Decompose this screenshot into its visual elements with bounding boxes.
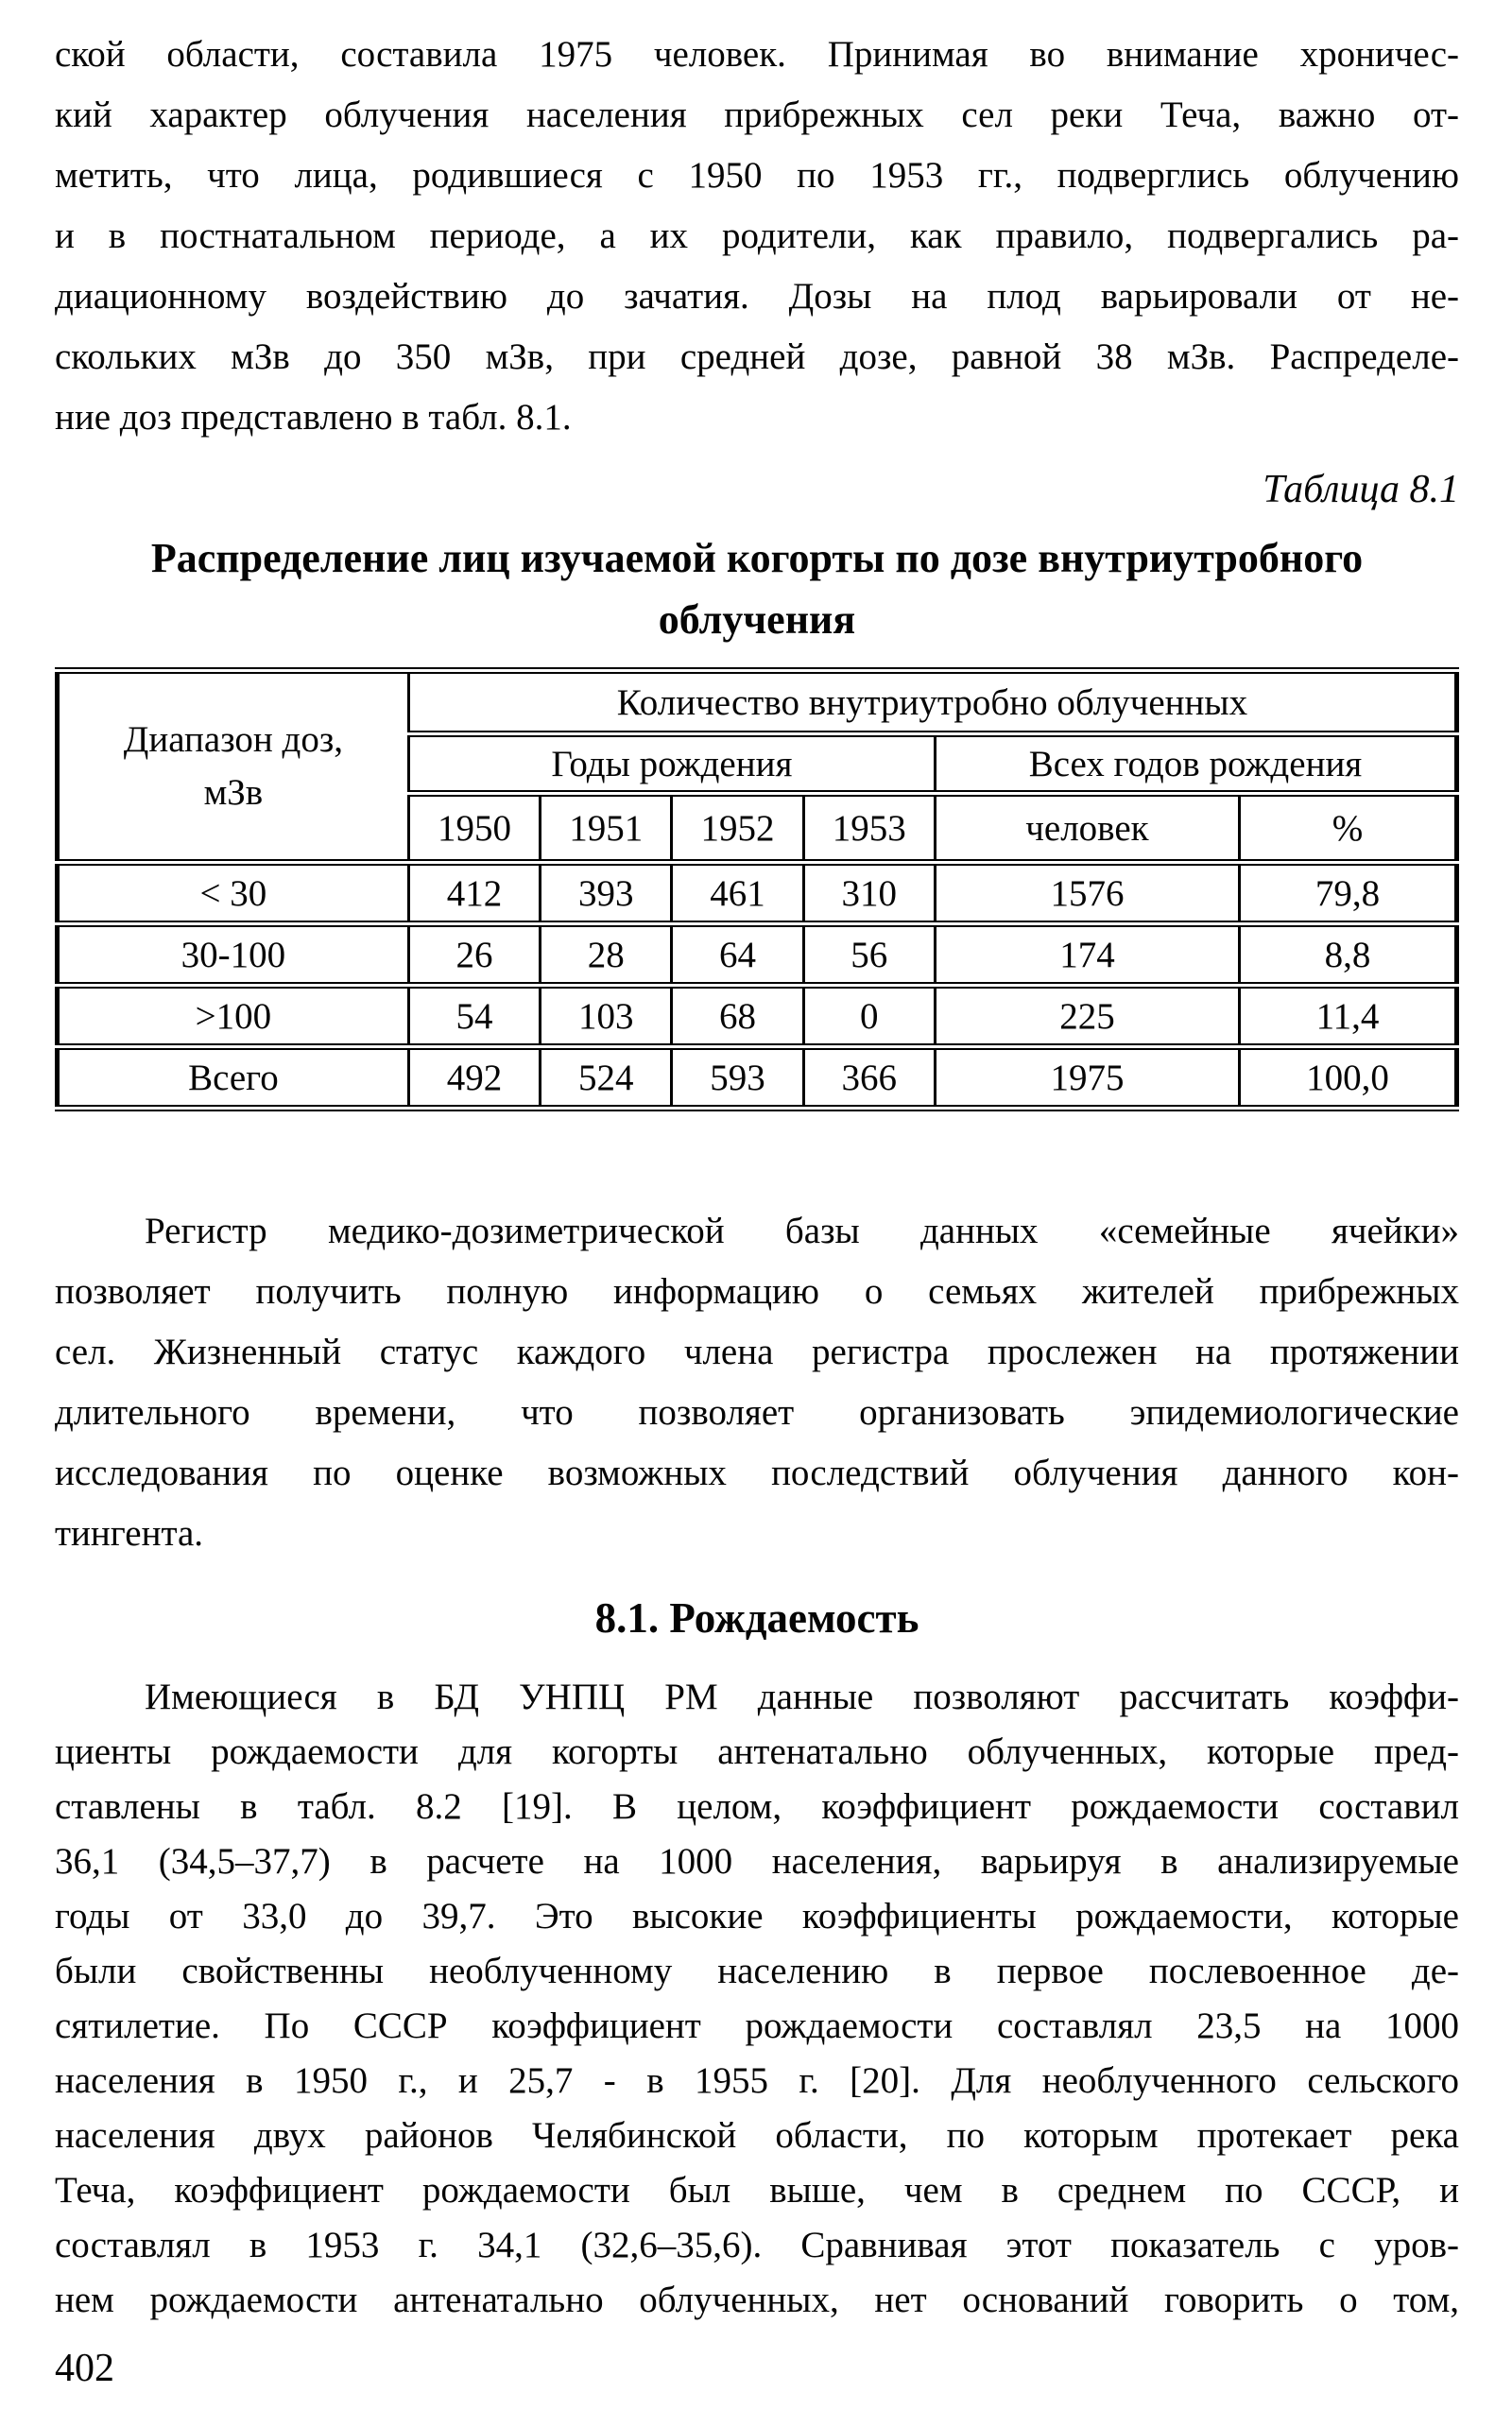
table-header-cell: человек (935, 794, 1239, 863)
text-line: и в постнатальном периоде, а их родители, как правило, подвергались ра- (55, 215, 1459, 256)
paragraph-birthrate (55, 1670, 1459, 2328)
table-cell: < 30 (58, 863, 409, 924)
table-header-cell: Всех годов рождения (935, 734, 1456, 794)
table-header-cell: 1951 (541, 794, 672, 863)
table-header-cell: 1950 (408, 794, 540, 863)
text-line: сел. Жизненный статус каждого члена регистра прослежен на протяжении (55, 1332, 1459, 1372)
table-caption-number: Таблица 8.1 (1263, 468, 1459, 511)
text-line: нем рождаемости антенатально облученных, нет оснований говорить о том, (55, 2280, 1459, 2320)
table-header-cell: 1953 (803, 794, 935, 863)
text-line: сятилетие. По СССР коэффициент рождаемости составлял 23,5 на 1000 (55, 2005, 1459, 2046)
table-cell: 310 (803, 863, 935, 924)
text-line: годы от 33,0 до 39,7. Это высокие коэффициенты рождаемости, которые (55, 1896, 1459, 1937)
dose-header-line: Диапазон доз, (123, 719, 344, 760)
text-line: 36,1 (34,5–37,7) в расчете на 1000 населения, варьируя в анализируемые (55, 1841, 1459, 1882)
table-cell: 8,8 (1240, 924, 1457, 986)
table-cell: 103 (541, 986, 672, 1047)
table-cell: 54 (408, 986, 540, 1047)
table-header-cell: % (1240, 794, 1457, 863)
text-line: кий характер облучения населения прибрежных сел реки Теча, важно от- (55, 95, 1459, 135)
table-title-line: облучения (658, 596, 856, 643)
table-row (58, 1047, 1457, 1109)
table-cell: 593 (672, 1047, 803, 1109)
dose-distribution-table (55, 667, 1459, 1111)
text-line: населения в 1950 г., и 25,7 - в 1955 г. [20]. Для необлученного сельского (55, 2060, 1459, 2101)
table-header-row (58, 671, 1457, 734)
table-row (58, 986, 1457, 1047)
table-header-cell: Количество внутриутробно облученных (408, 671, 1456, 734)
text-line: циенты рождаемости для когорты антенатально облученных, которые пред- (55, 1731, 1459, 1772)
text-line: исследования по оценке возможных последствий облучения данного кон- (55, 1453, 1459, 1493)
table-cell: >100 (58, 986, 409, 1047)
table-title-line: Распределение лиц изучаемой когорты по дозе внутриутробного (150, 535, 1364, 581)
table-cell: 28 (541, 924, 672, 986)
text-line: Имеющиеся в БД УНПЦ РМ данные позволяют рассчитать коэффи- (145, 1677, 1459, 1717)
text-line: были свойственны необлученному населению в первое послевоенное де- (55, 1951, 1459, 1991)
table-cell: Всего (58, 1047, 409, 1109)
table-cell: 461 (672, 863, 803, 924)
page-number: 402 (55, 2347, 114, 2390)
text-line: позволяет получить полную информацию о семьях жителей прибрежных (55, 1271, 1459, 1312)
table-cell: 1576 (935, 863, 1239, 924)
paragraph-registry (55, 1201, 1459, 1564)
table-cell: 412 (408, 863, 540, 924)
text-line: Регистр медико-дозиметрической базы данных «семейные ячейки» (145, 1211, 1459, 1251)
table-row (58, 924, 1457, 986)
table-cell: 366 (803, 1047, 935, 1109)
text-line: ставлены в табл. 8.2 [19]. В целом, коэффициент рождаемости составил (55, 1786, 1459, 1827)
section-heading: 8.1. Рождаемость (594, 1594, 919, 1642)
text-line: диационному воздействию до зачатия. Дозы на плод варьировали от не- (55, 276, 1459, 317)
table-cell: 174 (935, 924, 1239, 986)
table-cell: 524 (541, 1047, 672, 1109)
table-cell: 1975 (935, 1047, 1239, 1109)
table-cell: 56 (803, 924, 935, 986)
text-line: тингента. (55, 1513, 204, 1554)
text-line: длительного времени, что позволяет организовать эпидемиологические (55, 1392, 1459, 1433)
text-line: метить, что лица, родившиеся с 1950 по 1953 гг., подверглись облучению (55, 155, 1459, 196)
table-header-cell: Годы рождения (408, 734, 935, 794)
table-cell: 26 (408, 924, 540, 986)
table-title (55, 527, 1459, 650)
table-cell: 393 (541, 863, 672, 924)
table-cell: 64 (672, 924, 803, 986)
table-cell: 68 (672, 986, 803, 1047)
table-header-cell: 1952 (672, 794, 803, 863)
paragraph-intro (55, 25, 1459, 448)
table-cell: 225 (935, 986, 1239, 1047)
table-header-cell (58, 671, 409, 863)
text-line: скольких мЗв до 350 мЗв, при средней дозе, равной 38 мЗв. Распределе- (55, 336, 1459, 377)
table-cell: 100,0 (1240, 1047, 1457, 1109)
text-line: ние доз представлено в табл. 8.1. (55, 397, 572, 438)
text-line: Теча, коэффициент рождаемости был выше, чем в среднем по СССР, и (55, 2170, 1459, 2211)
text-line: ской области, составила 1975 человек. Принимая во внимание хроничес- (55, 34, 1459, 75)
table-cell: 11,4 (1240, 986, 1457, 1047)
text-line: населения двух районов Челябинской области, по которым протекает река (55, 2115, 1459, 2156)
table-cell: 79,8 (1240, 863, 1457, 924)
text-line: составлял в 1953 г. 34,1 (32,6–35,6). Сравнивая этот показатель с уров- (55, 2225, 1459, 2265)
table-cell: 30-100 (58, 924, 409, 986)
table-cell: 492 (408, 1047, 540, 1109)
table-row (58, 863, 1457, 924)
dose-header-line: мЗв (203, 772, 264, 813)
table-cell: 0 (803, 986, 935, 1047)
